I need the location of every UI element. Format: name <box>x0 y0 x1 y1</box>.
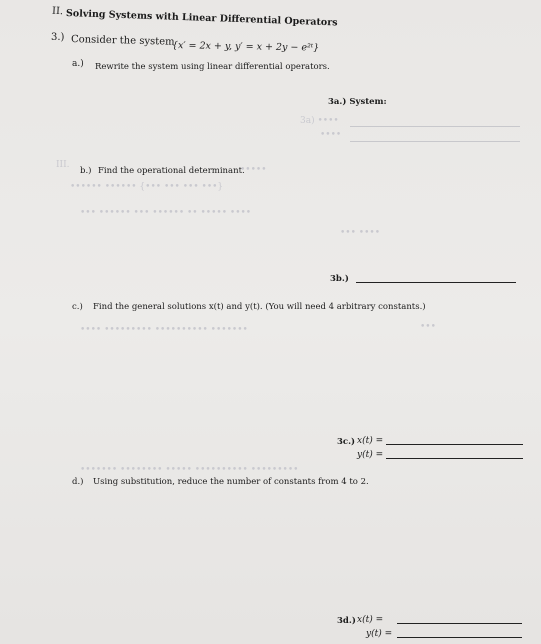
faint-bleed-through: 3a) •••• <box>300 116 339 126</box>
problem-system: {x′ = 2x + y, y′ = x + 2y − e²ᵗ} <box>171 40 320 54</box>
faint-line <box>350 126 520 127</box>
faint-bleed-through: ••• <box>420 322 436 332</box>
part-c-y-label: y(t) = <box>357 450 384 460</box>
part-c-x-label: x(t) = <box>357 436 384 446</box>
part-d-y-label: y(t) = <box>366 629 393 639</box>
part-d-y-answer-line <box>397 637 522 638</box>
faint-bleed-through: •••• ••••••••• •••••••••• ••••••• <box>80 325 248 335</box>
part-d-answer-label: 3d.) <box>337 616 356 626</box>
part-d-label: d.) <box>72 477 84 487</box>
part-a-label: a.) <box>72 59 84 69</box>
part-c-y-answer-line <box>386 458 523 459</box>
part-d-x-label: x(t) = <box>357 615 384 625</box>
problem-number: 3.) <box>51 32 65 43</box>
faint-bleed-through: ••••• <box>240 165 267 175</box>
faint-bleed-through: ••••••• •••••••• ••••• •••••••••• ••••••••• <box>80 465 299 475</box>
section-number: II. <box>51 5 64 18</box>
faint-bleed-through: ••• •••• <box>340 228 381 238</box>
part-c-x-answer-line <box>386 444 523 445</box>
part-b-answer-line <box>356 282 516 283</box>
part-b-label: b.) <box>80 166 92 176</box>
part-b-prompt: Find the operational determinant. <box>98 166 245 176</box>
part-b-answer-label: 3b.) <box>330 274 349 284</box>
part-c-prompt: Find the general solutions x(t) and y(t). (You will need 4 arbitrary constants.) <box>93 302 426 312</box>
faint-bleed-through: III. <box>56 160 70 170</box>
part-d-prompt: Using substitution, reduce the number of constants from 4 to 2. <box>93 477 369 487</box>
section-title: Solving Systems with Linear Differential Operators <box>65 8 338 29</box>
part-a-answer-label: 3a.) System: <box>328 97 387 107</box>
problem-intro: Consider the system <box>70 34 175 48</box>
faint-bleed-through: •••••• •••••• {••• ••• ••• •••} <box>70 182 224 192</box>
part-c-label: c.) <box>72 302 83 312</box>
part-a-prompt: Rewrite the system using linear differential operators. <box>95 62 330 72</box>
faint-bleed-through: ••• •••••• ••• •••••• •• ••••• •••• <box>80 208 252 218</box>
part-d-x-answer-line <box>397 623 522 624</box>
part-c-answer-label: 3c.) <box>337 437 356 447</box>
faint-line <box>350 141 520 142</box>
faint-bleed-through: •••• <box>320 130 342 140</box>
